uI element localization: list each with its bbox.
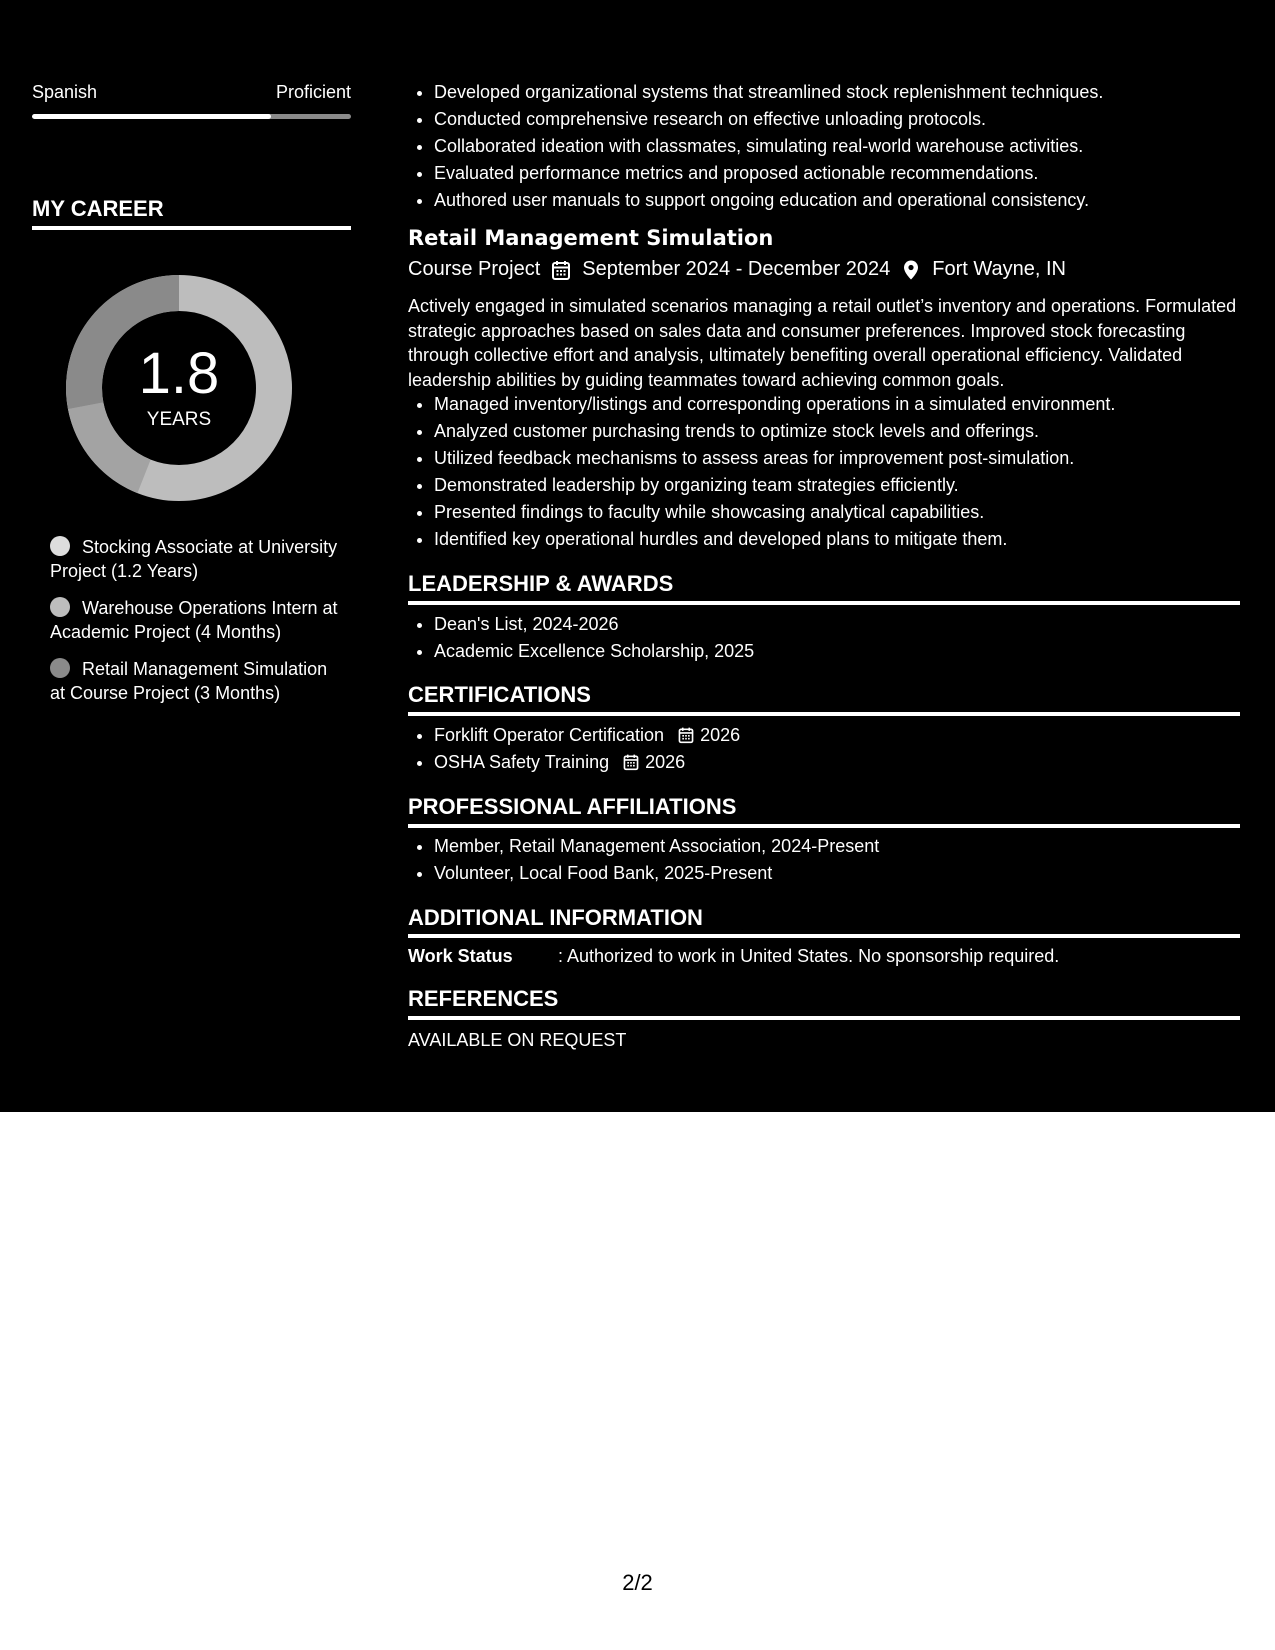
certifications-section-rule — [408, 712, 1240, 716]
certification-year: 2026 — [700, 725, 741, 745]
list-item: • Identified key operational hurdles and developed plans to mitigate them. — [434, 526, 1238, 553]
page-number: 2/2 — [622, 1570, 653, 1595]
additional-section-title: ADDITIONAL INFORMATION — [408, 905, 703, 930]
career-section-rule — [32, 226, 351, 230]
calendar-icon — [622, 753, 640, 771]
language-level: Proficient — [275, 82, 351, 102]
affiliations-list — [408, 833, 1238, 887]
list-item: • Academic Excellence Scholarship, 2025 — [434, 638, 1238, 665]
references-section-rule — [408, 1016, 1240, 1020]
list-item: • Utilized feedback mechanisms to assess areas for improvement post-simulation. — [434, 445, 1238, 472]
experience-bullet-list — [408, 79, 1248, 214]
certifications-section-title: CERTIFICATIONS — [408, 682, 591, 707]
project-dates: September 2024 - December 2024 — [582, 258, 891, 280]
list-item: • Collaborated ideation with classmates, simulating real-world warehouse activities. — [434, 133, 1248, 160]
affiliations-section-rule — [408, 824, 1240, 828]
project-meta — [408, 258, 1066, 281]
career-section-title: MY CAREER — [32, 196, 164, 221]
affiliations-section-title: PROFESSIONAL AFFILIATIONS — [408, 794, 737, 819]
language-row — [32, 82, 351, 103]
list-item — [434, 749, 1238, 776]
project-location: Fort Wayne, IN — [932, 258, 1066, 280]
calendar-icon — [550, 259, 572, 281]
project-org: Course Project — [408, 258, 541, 280]
leadership-list — [408, 611, 1238, 665]
career-item: Retail Management Simulation at Course Project (3 Months) — [50, 659, 328, 703]
list-item: • Managed inventory/listings and corresponding operations in a simulated environment. — [434, 391, 1238, 418]
career-item: Warehouse Operations Intern at Academic Project (4 Months) — [50, 598, 338, 642]
career-item: Stocking Associate at University Project (1.2 Years) — [50, 537, 338, 581]
location-pin-icon — [900, 259, 922, 281]
career-donut-chart — [66, 275, 292, 501]
list-item: • Evaluated performance metrics and proposed actionable recommendations. — [434, 160, 1248, 187]
calendar-icon — [677, 726, 695, 744]
list-item: • Dean's List, 2024-2026 — [434, 611, 1238, 638]
list-item: • Conducted comprehensive research on effective unloading protocols. — [434, 106, 1248, 133]
certification-name: OSHA Safety Training — [434, 752, 610, 772]
references-text: AVAILABLE ON REQUEST — [408, 1030, 627, 1050]
project-description: Actively engaged in simulated scenarios managing a retail outlet’s inventory and operations. Formulated strategic approaches based on sales data and consumer preferences. Improved stock forecasting through collective effort and analysis, ultimately benefiting overall operational efficiency. Validated leadership abilities by guiding teammates toward achieving common goals. — [408, 296, 1237, 390]
leadership-section-title: LEADERSHIP & AWARDS — [408, 571, 674, 596]
career-dot-icon — [50, 597, 70, 617]
career-list — [50, 535, 340, 718]
list-item: • Analyzed customer purchasing trends to optimize stock levels and offerings. — [434, 418, 1238, 445]
project-bullet-list — [408, 391, 1238, 553]
language-name: Spanish — [32, 82, 98, 102]
certification-year: 2026 — [645, 752, 686, 772]
career-years-value: 1.8 — [138, 341, 220, 406]
work-status-label: Work Status — [408, 946, 513, 966]
list-item: • Authored user manuals to support ongoing education and operational consistency. — [434, 187, 1248, 214]
references-section-title: REFERENCES — [408, 986, 559, 1011]
work-status-row — [408, 946, 1059, 967]
list-item: • Demonstrated leadership by organizing team strategies efficiently. — [434, 472, 1238, 499]
project-title: Retail Management Simulation — [408, 226, 774, 250]
leadership-section-rule — [408, 601, 1240, 605]
list-item — [434, 722, 1238, 749]
career-years-unit: YEARS — [146, 409, 212, 430]
career-dot-icon — [50, 658, 70, 678]
additional-section-rule — [408, 934, 1240, 938]
work-status-value: : Authorized to work in United States. No sponsorship required. — [558, 946, 1060, 966]
certifications-list — [408, 722, 1238, 776]
list-item: • Presented findings to faculty while showcasing analytical capabilities. — [434, 499, 1238, 526]
certification-name: Forklift Operator Certification — [434, 725, 665, 745]
language-proficiency-bar — [32, 114, 351, 119]
list-item: • Developed organizational systems that streamlined stock replenishment techniques. — [434, 79, 1248, 106]
language-proficiency-fill — [32, 114, 271, 119]
list-item: • Volunteer, Local Food Bank, 2025-Present — [434, 860, 1238, 887]
list-item: • Member, Retail Management Association, 2024-Present — [434, 833, 1238, 860]
career-dot-icon — [50, 536, 70, 556]
